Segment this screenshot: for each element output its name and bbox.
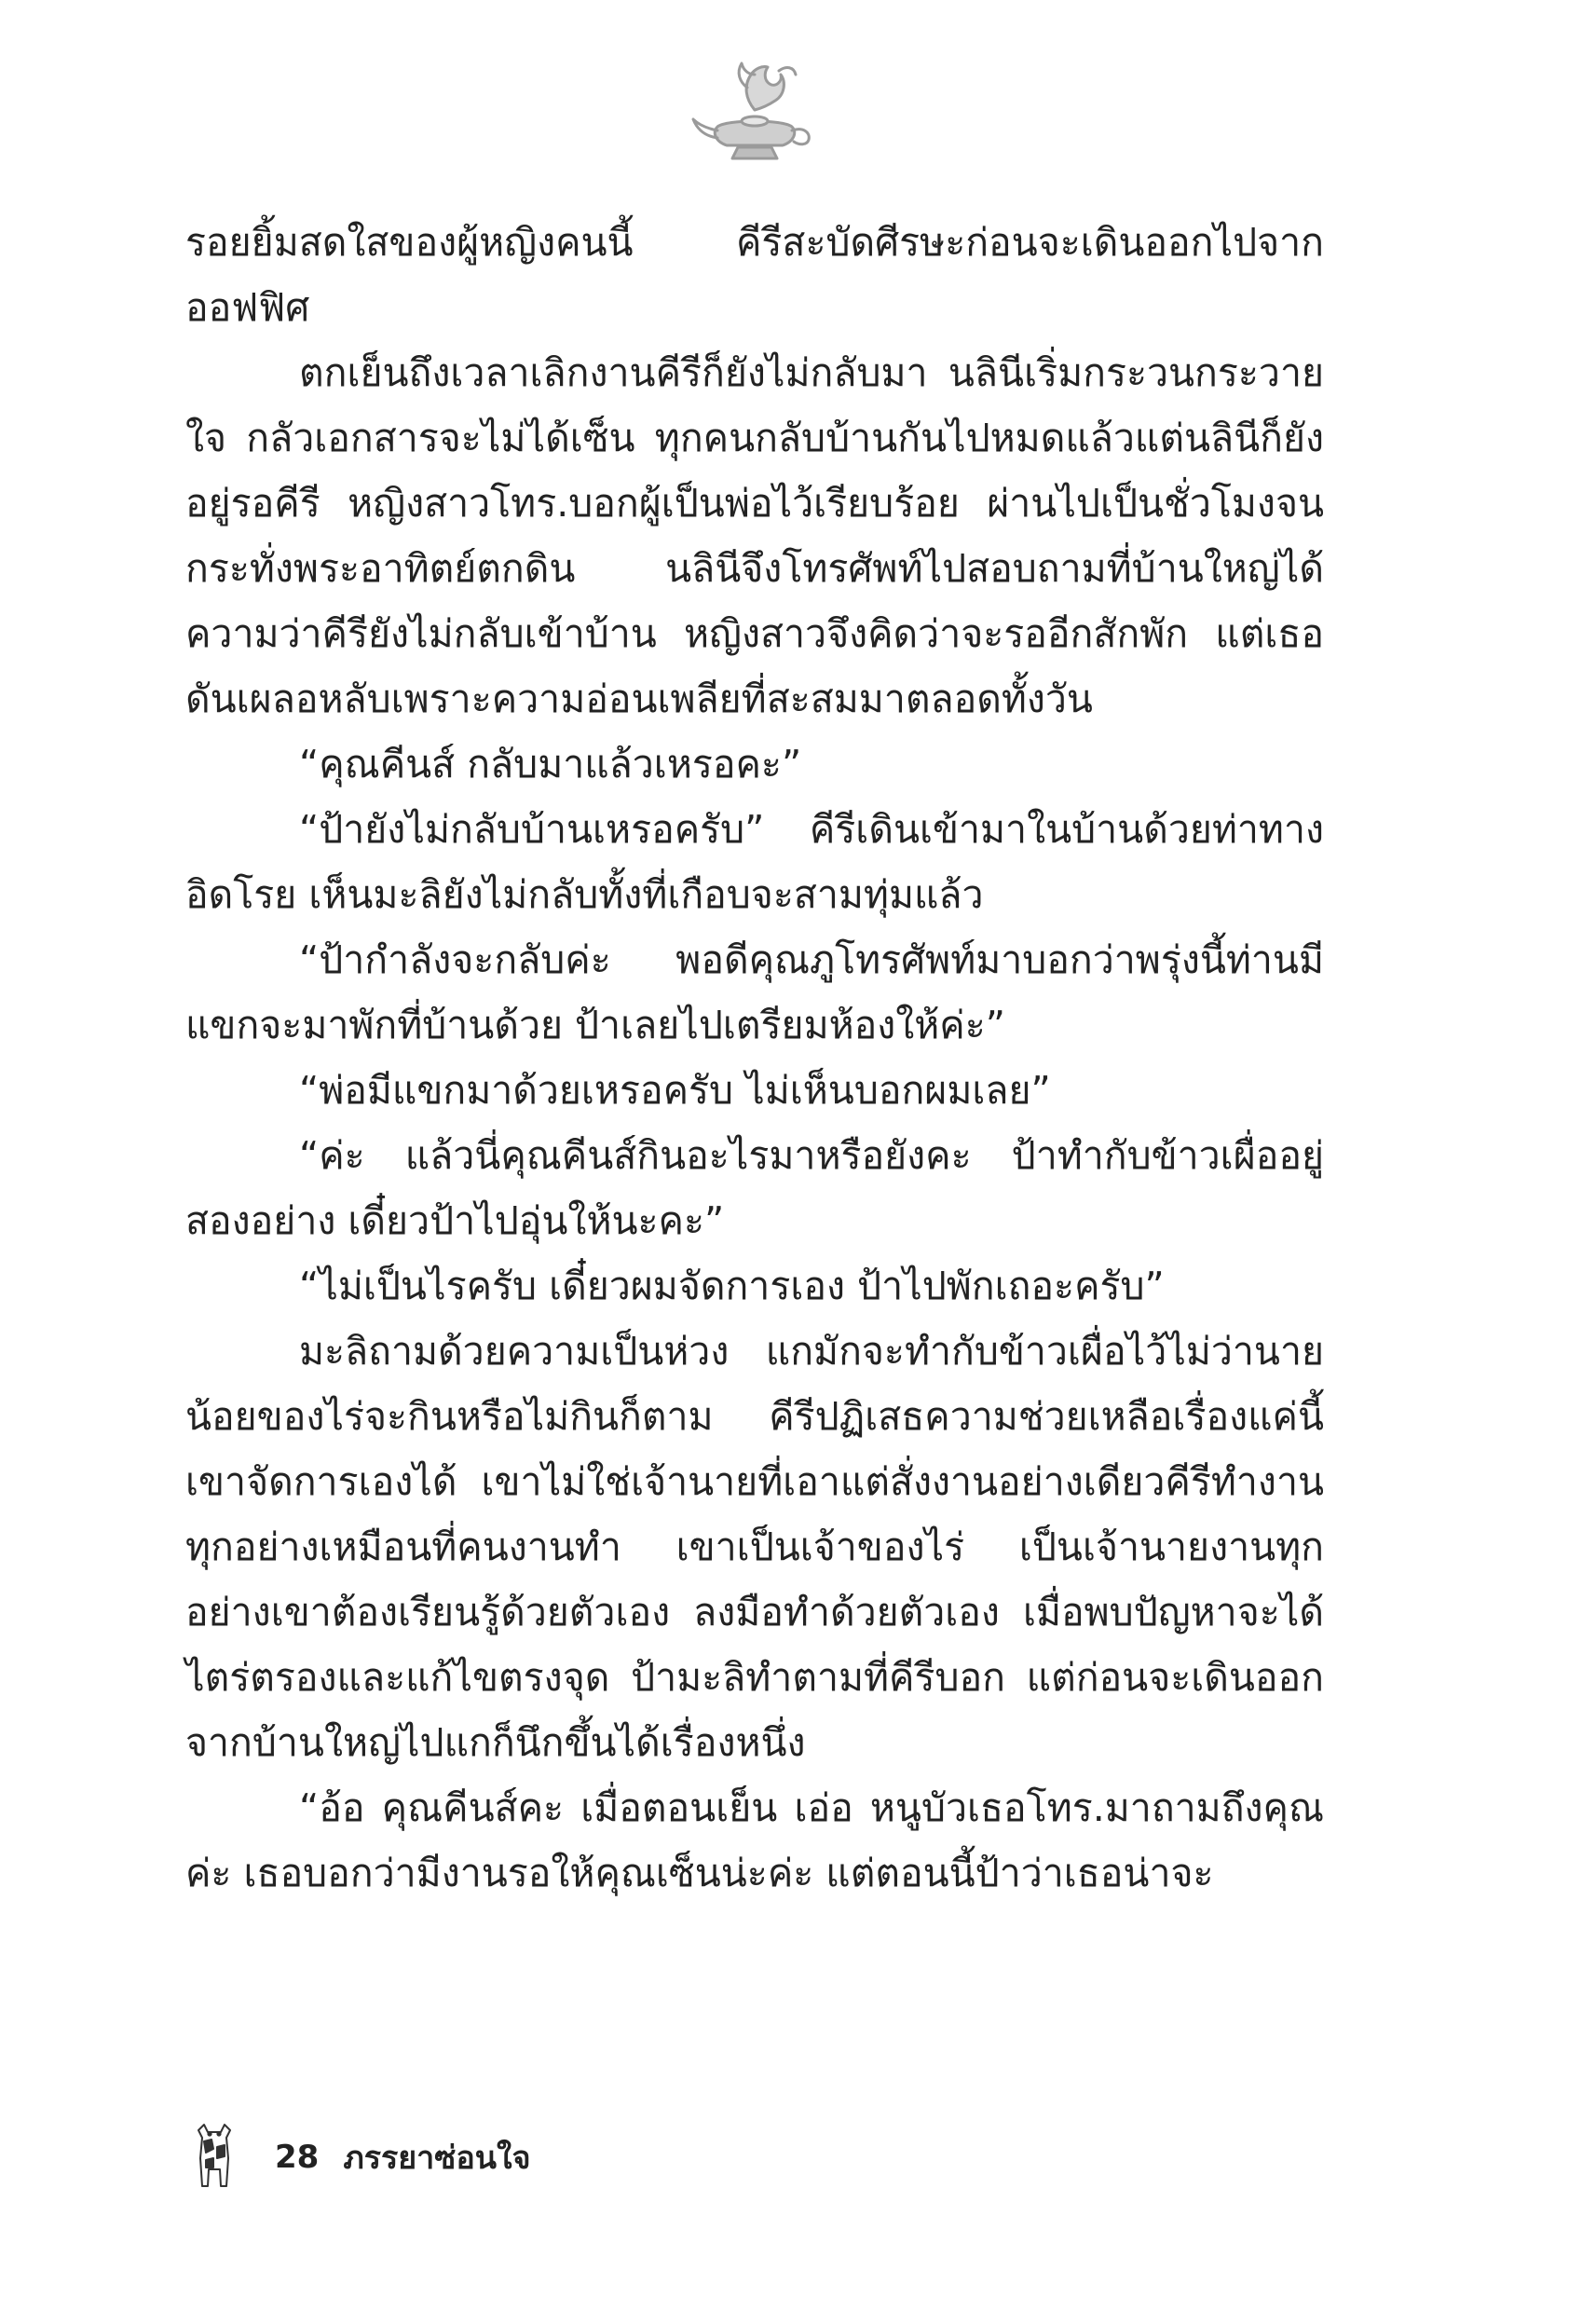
dialogue-paragraph: “พ่อมีแขกมาด้วยเหรอครับ ไม่เห็นบอกผมเลย” [299, 1068, 1051, 1113]
cow-icon [185, 2121, 243, 2194]
paragraph: รอยยิ้มสดใสของผู้หญิงคนนี้ คีรีสะบัดศีรษะก่อนจะเดินออกไปจากออฟฟิศ [185, 220, 1324, 330]
page-number: 28 [275, 2139, 320, 2176]
paragraph: ตกเย็นถึงเวลาเลิกงานคีรีก็ยังไม่กลับมา นลินีเริ่มกระวนกระวายใจ กลัวเอกสารจะไม่ได้เซ็น ทุกคนกลับบ้านกันไปหมดแล้วแต่นลินีก็ยังอยู่รอคีรี หญิงสาวโทร.บอกผู้เป็นพ่อไว้เรียบร้อย ผ่านไปเป็นชั่วโมงจนกระทั่งพระอาทิตย์ตกดิน นลินีจึงโทรศัพท์ไปสอบถามที่บ้านใหญ่ได้ความว่าคีรียังไม่กลับเข้าบ้าน หญิงสาวจึงคิดว่าจะรออีกสักพัก แต่เธอดันเผลอหลับเพราะความอ่อนเพลียที่สะสมมาตลอดทั้งวัน [185, 350, 1324, 721]
dialogue-paragraph: “ค่ะ แล้วนี่คุณคีนส์กินอะไรมาหรือยังคะ ป้าทำกับข้าวเผื่ออยู่สองอย่าง เดี๋ยวป้าไปอุ่นให้นะคะ” [185, 1133, 1324, 1243]
dialogue-paragraph: “ป้ากำลังจะกลับค่ะ พอดีคุณภูโทรศัพท์มาบอกว่าพรุ่งนี้ท่านมีแขกจะมาพักที่บ้านด้วย ป้าเลยไปเตรียมห้องให้ค่ะ” [185, 937, 1324, 1047]
page-footer [185, 2120, 531, 2195]
dialogue-paragraph: “ป้ายังไม่กลับบ้านเหรอครับ” คีรีเดินเข้ามาในบ้านด้วยท่าทางอิดโรย เห็นมะลิยังไม่กลับทั้งที่เกือบจะสามทุ่มแล้ว [185, 807, 1324, 917]
paragraph: มะลิถามด้วยความเป็นห่วง แกมักจะทำกับข้าวเผื่อไว้ไม่ว่านายน้อยของไร่จะกินหรือไม่กินก็ตาม คีรีปฏิเสธความช่วยเหลือเรื่องแค่นี้เขาจัดการเองได้ เขาไม่ใช่เจ้านายที่เอาแต่สั่งงานอย่างเดียวคีรีทำงานทุกอย่างเหมือนที่คนงานทำ เขาเป็นเจ้าของไร่ เป็นเจ้านายงานทุกอย่างเขาต้องเรียนรู้ด้วยตัวเอง ลงมือทำด้วยตัวเอง เมื่อพบปัญหาจะได้ไตร่ตรองและแก้ไขตรงจุด ป้ามะลิทำตามที่คีรีบอก แต่ก่อนจะเดินออกจากบ้านใหญ่ไปแกก็นึกขึ้นได้เรื่องหนึ่ง [185, 1329, 1324, 1765]
dialogue-paragraph: “ไม่เป็นไรครับ เดี๋ยวผมจัดการเอง ป้าไปพักเถอะครับ” [299, 1264, 1165, 1308]
dialogue-paragraph: “คุณคีนส์ กลับมาแล้วเหรอคะ” [299, 742, 802, 786]
book-title: ภรรยาซ่อนใจ [343, 2140, 531, 2177]
dialogue-paragraph: “อ้อ คุณคีนส์คะ เมื่อตอนเย็น เอ่อ หนูบัวเธอโทร.มาถามถึงคุณค่ะ เธอบอกว่ามีงานรอให้คุณเซ็นน่ะค่ะ แต่ตอนนี้ป้าว่าเธอน่าจะ [185, 1785, 1324, 1895]
genie-lamp-icon [689, 54, 820, 175]
body-text [185, 210, 1324, 1906]
